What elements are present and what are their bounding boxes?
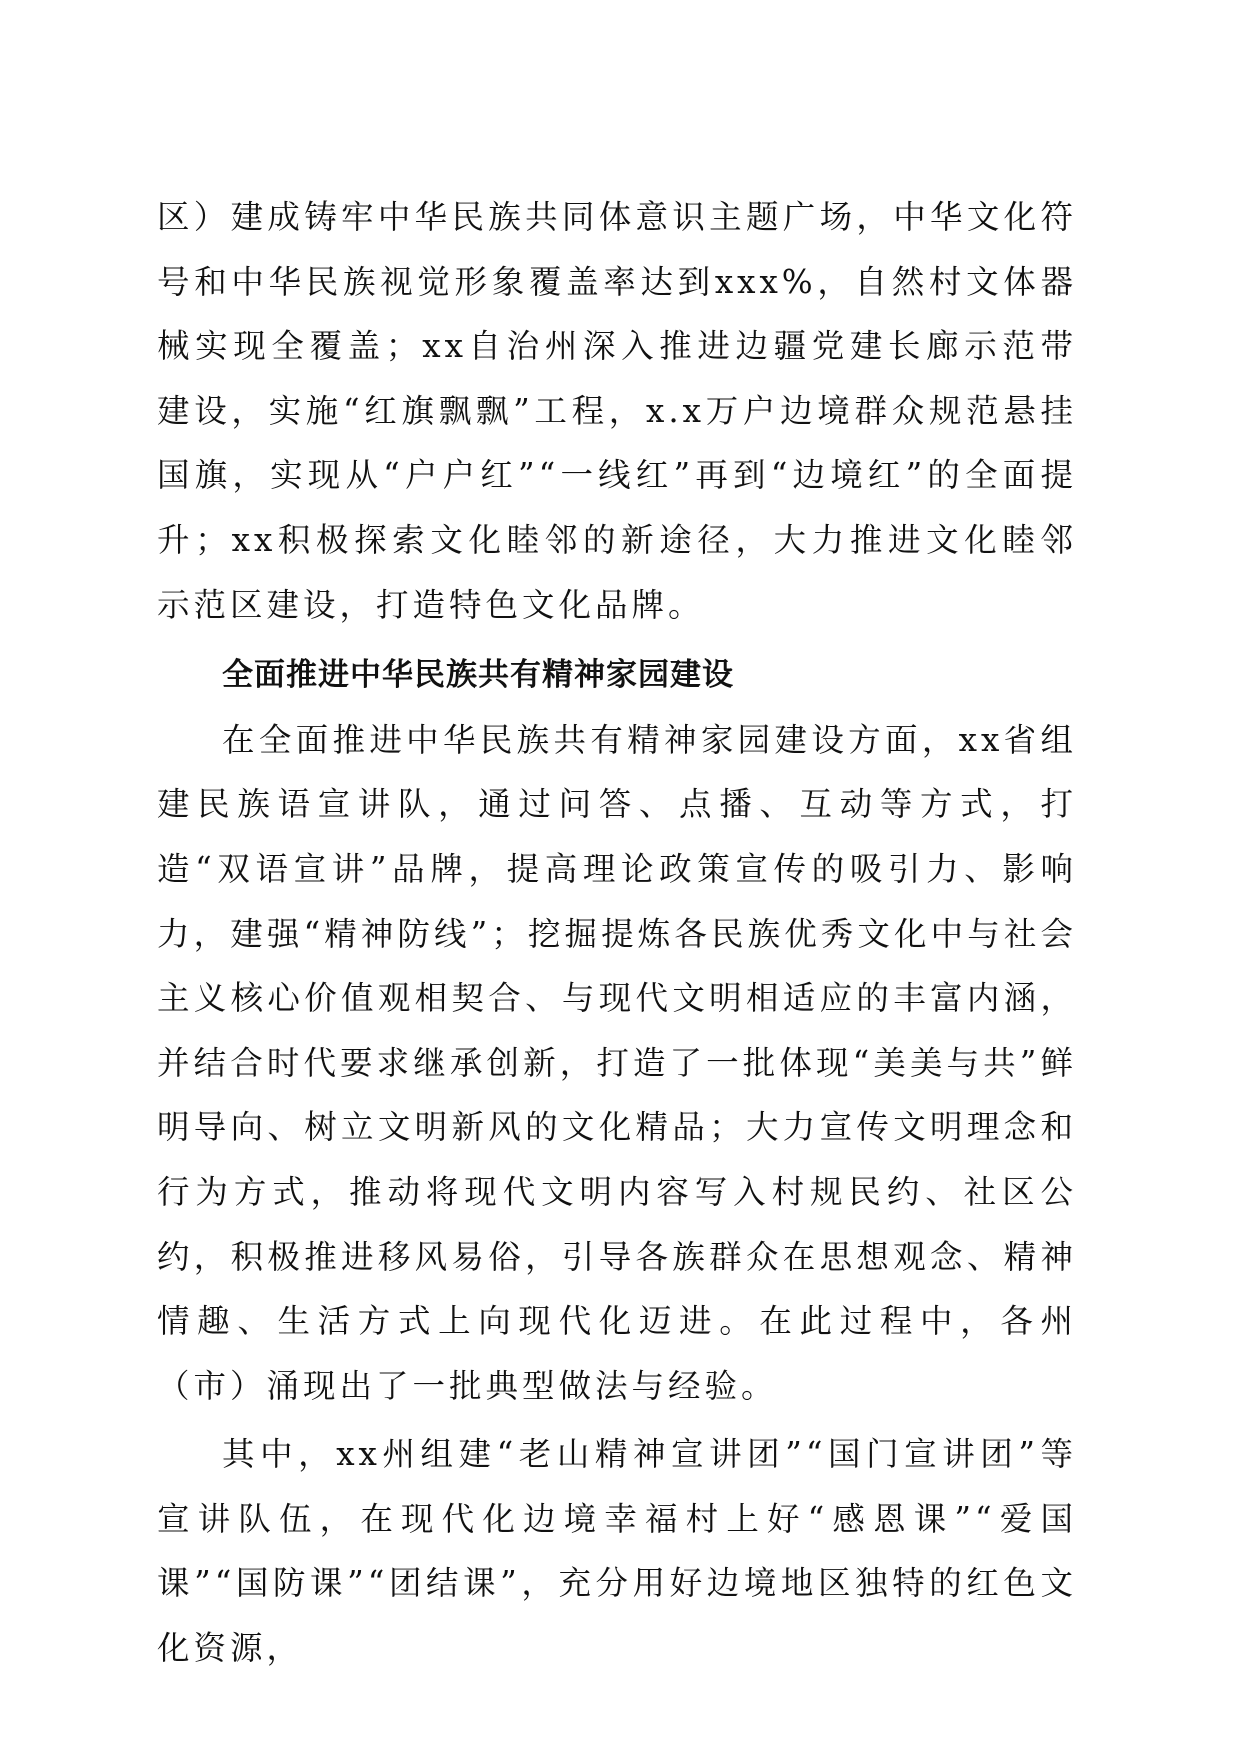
body-paragraph-3: 其中，xx州组建“老山精神宣讲团”“国门宣讲团”等宣讲队伍，在现代化边境幸福村上好“感恩课”“爱国课”“国防课”“团结课”，充分用好边境地区独特的红色文化资源， <box>157 1435 1077 1668</box>
section-heading: 全面推进中华民族共有精神家园建设 <box>222 657 734 694</box>
body-paragraph-1: 区）建成铸牢中华民族共同体意识主题广场，中华文化符号和中华民族视觉形象覆盖率达到xxx%，自然村文体器械实现全覆盖；xx自治州深入推进边疆党建长廊示范带建设，实施“红旗飘飘”工程，x.x万户边境群众规范悬挂国旗，实现从“户户红”“一线红”再到“边境红”的全面提升；xx积极探索文化睦邻的新途径，大力推进文化睦邻示范区建设，打造特色文化品牌。 <box>157 198 1077 624</box>
body-paragraph-2: 在全面推进中华民族共有精神家园建设方面，xx省组建民族语宣讲队，通过问答、点播、互动等方式，打造“双语宣讲”品牌，提高理论政策宣传的吸引力、影响力，建强“精神防线”；挖掘提炼各民族优秀文化中与社会主义核心价值观相契合、与现代文明相适应的丰富内涵，并结合时代要求继承创新，打造了一批体现“美美与共”鲜明导向、树立文明新风的文化精品；大力宣传文明理念和行为方式，推动将现代文明内容写入村规民约、社区公约，积极推进移风易俗，引导各族群众在思想观念、精神情趣、生活方式上向现代化迈进。在此过程中，各州（市）涌现出了一批典型做法与经验。 <box>157 720 1077 1405</box>
document-page <box>157 185 1077 1681</box>
